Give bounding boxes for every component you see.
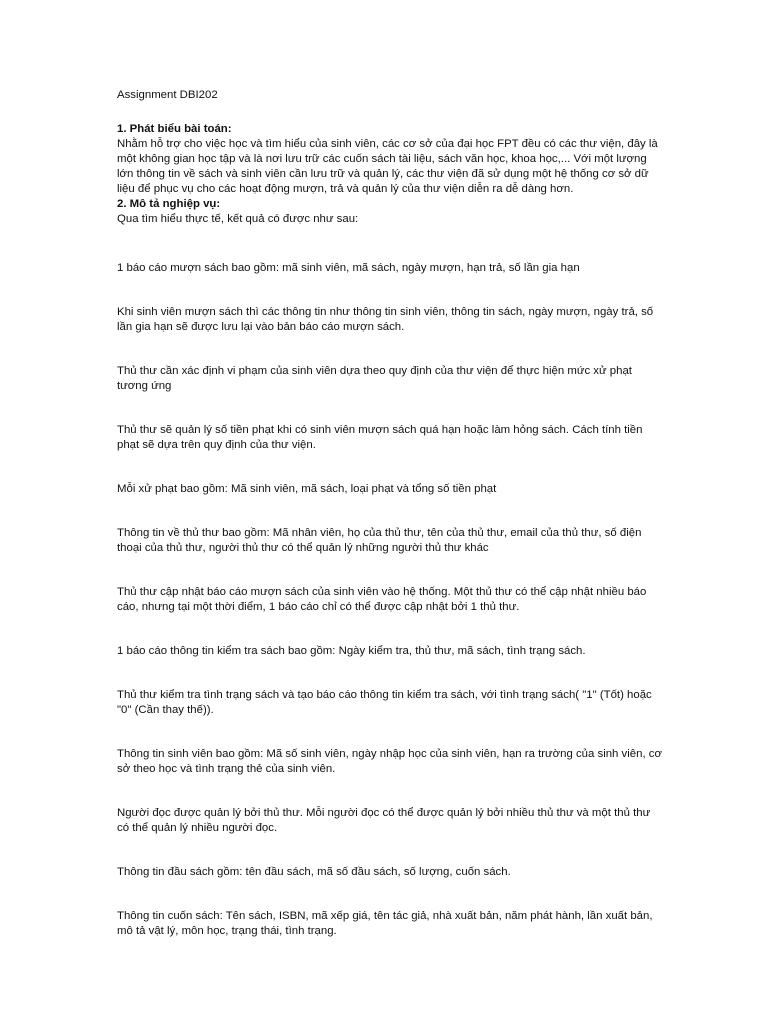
requirements-list (117, 261, 662, 939)
requirement-item: Người đọc được quản lý bởi thủ thư. Mỗi người đọc có thể được quản lý bởi nhiều thủ thư và một thủ thư có thể quản lý nhiều người đọc. (117, 807, 651, 834)
requirement-item: Thủ thư kiểm tra tình trạng sách và tạo báo cáo thông tin kiểm tra sách, với tình trạng sách( "1" (Tốt) hoặc "0" (Cần thay thế)). (117, 689, 652, 716)
section-2-heading: 2. Mô tả nghiệp vụ: (117, 198, 221, 210)
requirement-item: 1 báo cáo mượn sách bao gồm: mã sinh viên, mã sách, ngày mượn, hạn trả, số lần gia hạn (117, 262, 580, 274)
requirement-item: Mỗi xử phạt bao gồm: Mã sinh viên, mã sách, loại phạt và tổng số tiền phạt (117, 483, 497, 495)
section-1-heading: 1. Phát biểu bài toán: (117, 123, 232, 135)
requirement-item: Khi sinh viên mượn sách thì các thông tin như thông tin sinh viên, thông tin sách, ngày mượn, ngày trả, số lần gia hạn sẽ được lưu lại vào bản báo cáo mượn sách. (117, 306, 654, 333)
requirement-item: Thông tin về thủ thư bao gồm: Mã nhân viên, họ của thủ thư, tên của thủ thư, email của thủ thư, số điện thoại của thủ thư, người thủ thư có thể quản lý những người thủ thư khác (117, 527, 642, 554)
requirement-item: Thủ thư sẽ quản lý số tiền phạt khi có sinh viên mượn sách quá hạn hoặc làm hỏng sách. Cách tính tiền phạt sẽ dựa trên quy định của thư viện. (117, 424, 643, 451)
requirement-item: Thông tin sinh viên bao gồm: Mã số sinh viên, ngày nhập học của sinh viên, hạn ra trường của sinh viên, cơ sở theo học và tình trạng thẻ của sinh viên. (117, 748, 662, 775)
section-2-intro: Qua tìm hiểu thực tế, kết quả có được như sau: (117, 213, 359, 225)
requirement-item: Thông tin đầu sách gồm: tên đầu sách, mã số đầu sách, số lượng, cuốn sách. (117, 866, 511, 878)
section-1-text: Nhằm hỗ trợ cho việc học và tìm hiểu của sinh viên, các cơ sở của đại học FPT đều có các thư viện, đây là một không gian học tập và là nơi lưu trữ các cuốn sách tài liệu, sách văn học, khoa học,... Với một lượng lớn thông tin về sách và sinh viên cần lưu trữ và quản lý, các thư viện đã sử dụng một hệ thống cơ sở dữ liệu để phục vụ cho các hoạt động mượn, trả và quản lý của thư viện diễn ra dễ dàng hơn. (117, 138, 658, 195)
requirement-item: 1 báo cáo thông tin kiểm tra sách bao gồm: Ngày kiểm tra, thủ thư, mã sách, tình trạng sách. (117, 645, 586, 657)
document-page (117, 88, 662, 939)
requirement-item: Thủ thư cần xác định vi phạm của sinh viên dựa theo quy định của thư viện để thực hiện mức xử phạt tương ứng (117, 365, 632, 392)
requirement-item: Thông tin cuốn sách: Tên sách, ISBN, mã xếp giá, tên tác giả, nhà xuất bản, năm phát hành, lần xuất bản, mô tả vật lý, môn học, trạng thái, tình trạng. (117, 910, 653, 937)
document-title: Assignment DBI202 (117, 89, 218, 101)
requirement-item: Thủ thư cập nhật báo cáo mượn sách của sinh viên vào hệ thống. Một thủ thư có thể cập nhật nhiều báo cáo, nhưng tại một thời điểm, 1 báo cáo chỉ có thể được cập nhật bởi 1 thủ thư. (117, 586, 647, 613)
